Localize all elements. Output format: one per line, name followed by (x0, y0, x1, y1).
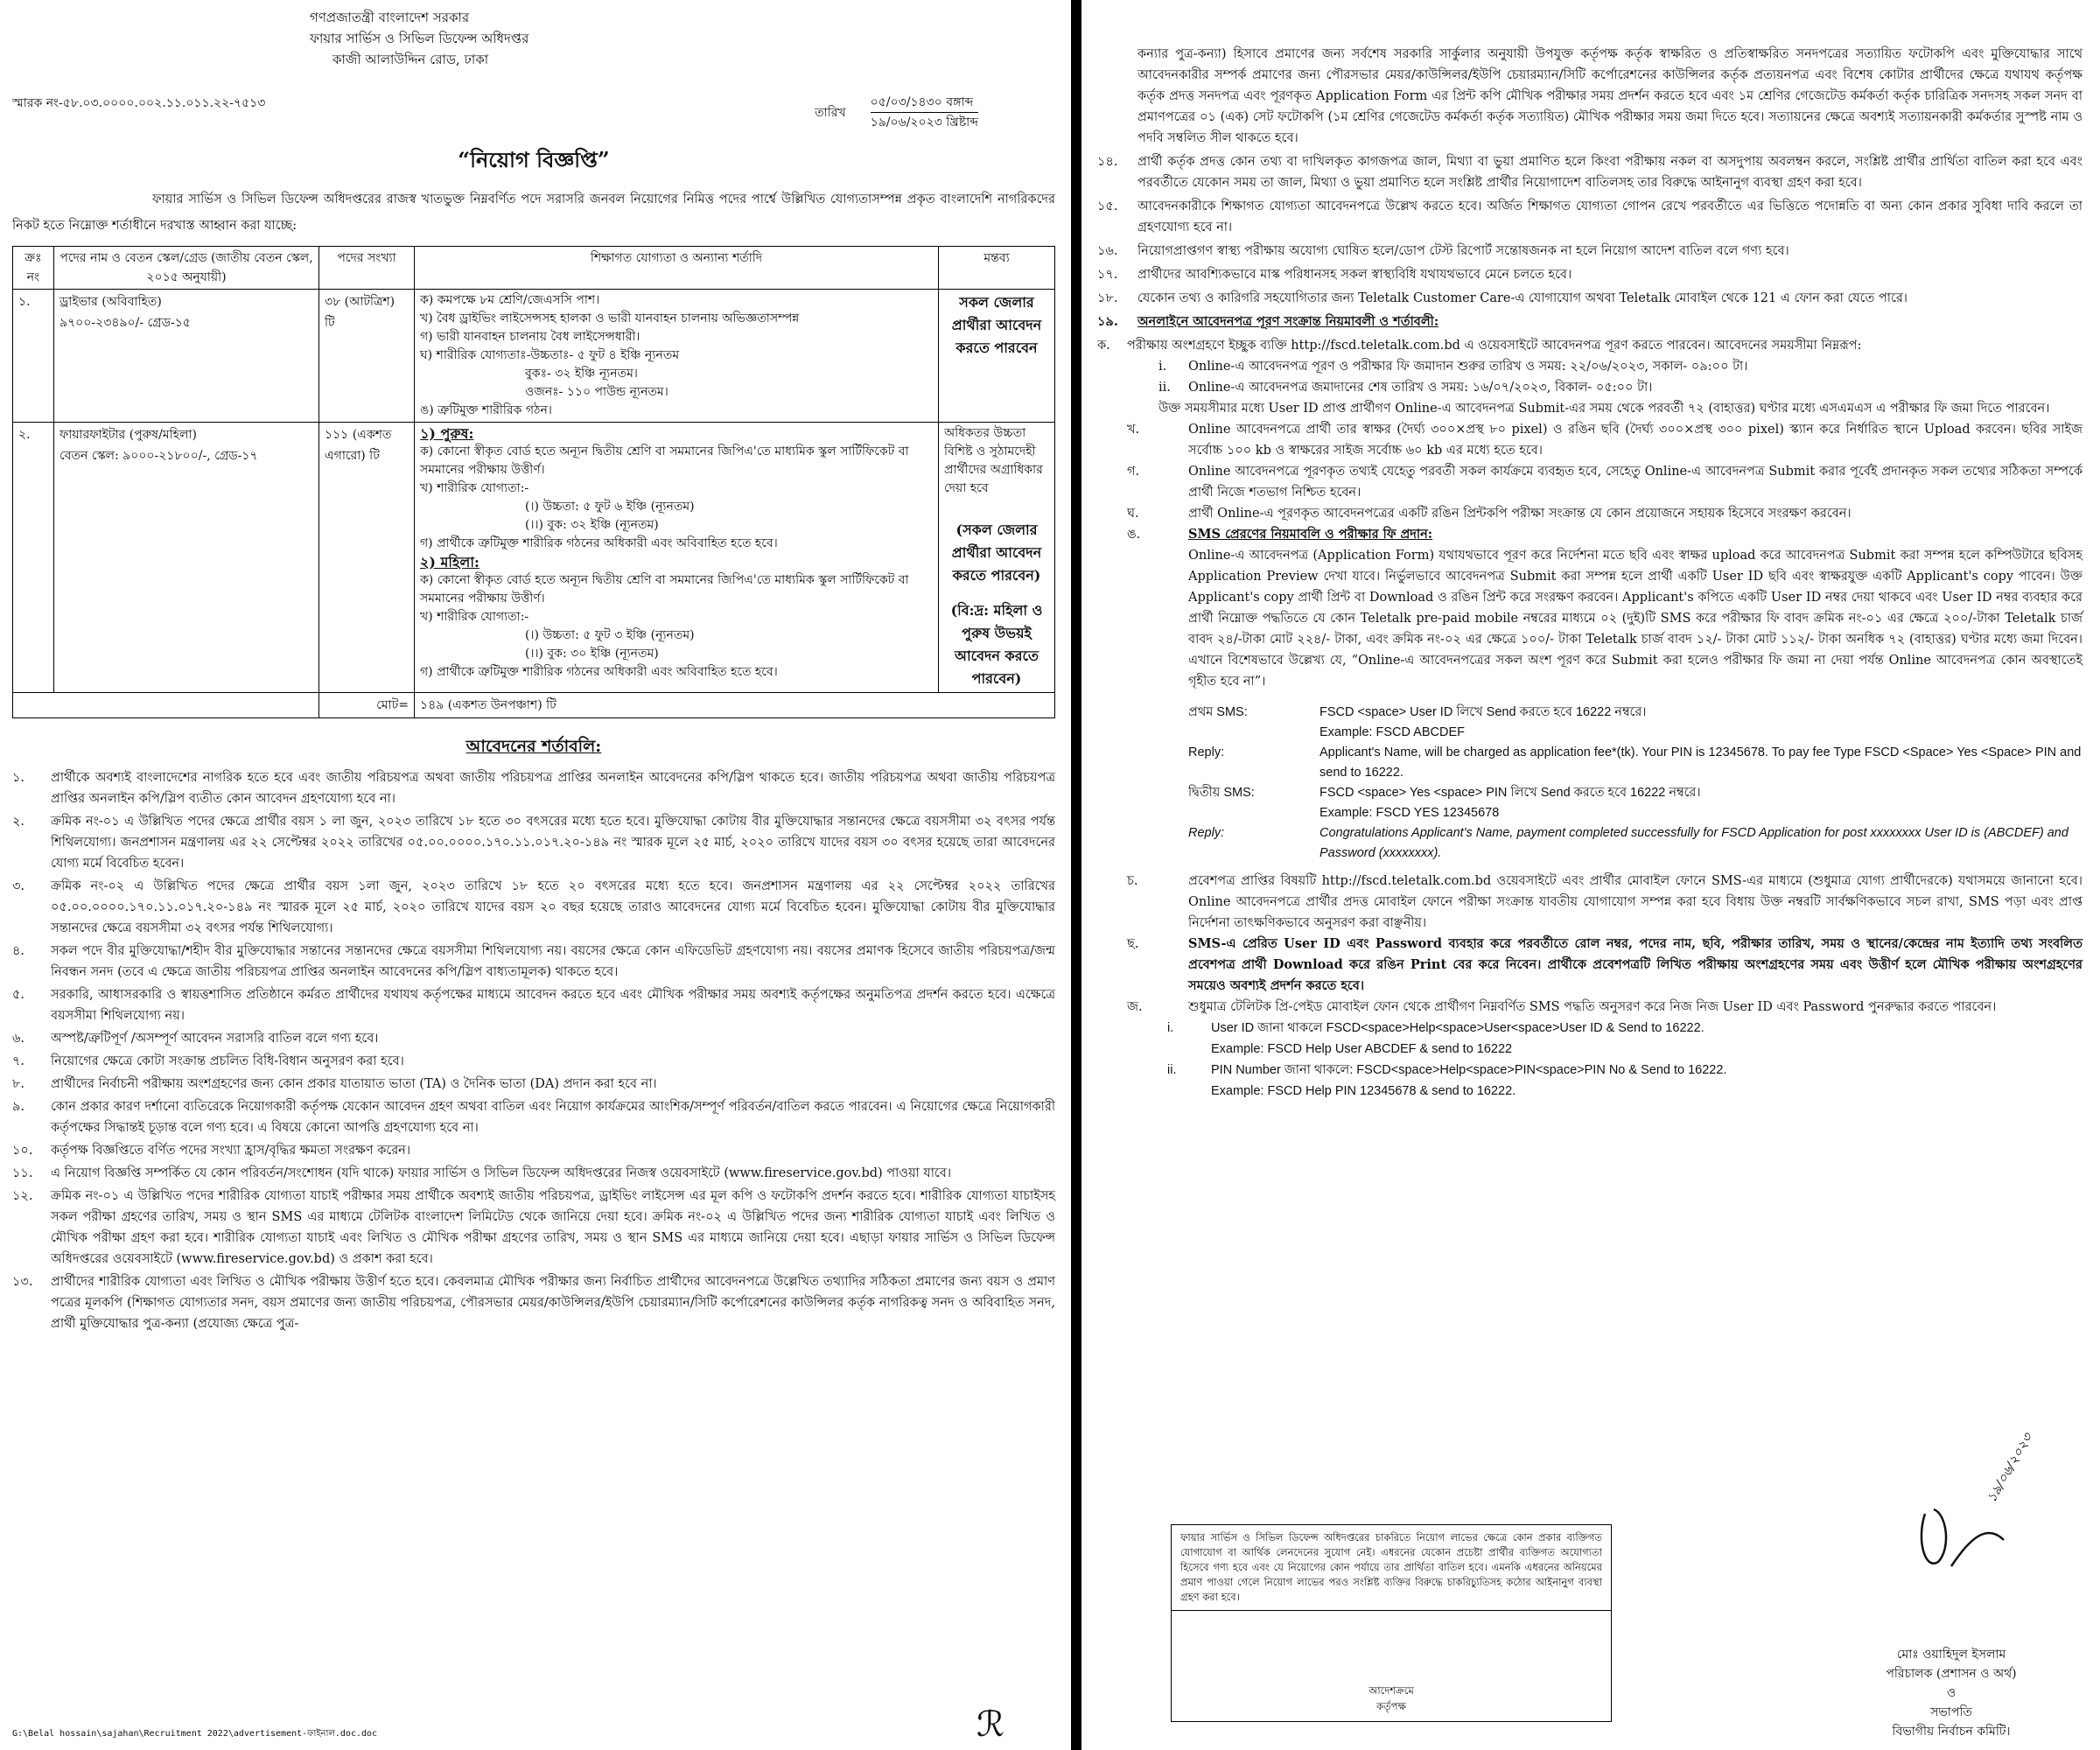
row2-f2: খ) শারীরিক যোগ্যতা:- (420, 610, 529, 624)
condition-text: ক্রমিক নং-০১ এ উল্লিখিত পদের শারীরিক যোগ্যতা যাচাই পরীক্ষার সময় প্রার্থীকে অবশ্যই জাতীয় পরিচয়পত্র, ড্রাইভিং লাইসেন্স এর মূল কপি ও ফটোকপি প্রদর্শন করতে হবে। শারীরিক যোগ্যতা যাচাইসহ সকল পরীক্ষা গ্রহণের তারিখ, সময় ও স্থান SMS এর মাধ্যমে টেলিটক বাংলাদেশ লিমিটেড থেকে জানিয়ে দেয়া হবে। ক্রমিক নং-০২ এ উল্লিখিত পদের জন্য শারীরিক যোগ্যতা যাচাই এবং লিখিত ও মৌখিক পরীক্ষা গ্রহণ করা হবে। শারীরিক যোগ্যতা যাচাই এবং লিখিত ও মৌখিক পরীক্ষা গ্রহণের তারিখ, সময় ও স্থান SMS এর মাধ্যমে জানিয়ে দেয়া হবে। এছাড়া ফায়ার সার্ভিস ও সিভিল ডিফেন্স অধিদপ্তরের ওয়েবসাইটে (www.fireservice.gov.bd) ও প্রকাশ করা হবে। (51, 1189, 1055, 1266)
condition-text: সরকারি, আধাসরকারি ও স্বায়ত্তশাসিত প্রতিষ্ঠানে কর্মরত প্রার্থীদের যথাযথ কর্তৃপক্ষের মাধ্যমে আবেদন করতে হবে এবং মৌখিক পরীক্ষার সময় অবশ্যই কর্তৃপক্ষের অনুমতিপত্র প্রদর্শন করতে হবে। এক্ষেত্রে বয়সসীমা শিথিলযোগ্য নয়। (51, 988, 1055, 1023)
condition-number: ১৭. (1097, 268, 1118, 282)
order-label: আদেশক্রমে (1368, 1684, 1414, 1697)
condition-number: ২. (12, 815, 25, 829)
item-gha: প্রার্থী Online-এ পূরণকৃত আবেদনপত্রের একটি রঙিন প্রিন্টকপি পরীক্ষা সংক্রান্ত যে কোন প্রয়োজনে সহায়ক হিসেবে সংরক্ষণ করবেন। (1188, 507, 1852, 521)
row1-q5: বুকঃ- ৩২ ইঞ্চি ন্যূনতম। (525, 367, 638, 381)
sms1-value: FSCD <space> User ID লিখে Send করতে হবে 16222 নম্বরে। (1320, 705, 1647, 719)
signatory-block (1820, 1645, 2082, 1741)
row1-post: ড্রাইভার (অবিবাহিত) (60, 295, 162, 309)
item-ka-ii: Online-এ আবেদনপত্র জমাদানের শেষ তারিখ ও সময়: ১৬/০৭/২০২৩, বিকাল- ০৫:০০ টা। (1188, 381, 1653, 395)
item-ja-ii-example: Example: FSCD Help PIN 12345678 & send to 16222. (1211, 1084, 1516, 1098)
condition-text: এ নিয়োগ বিজ্ঞপ্তি সম্পর্কিত যে কোন পরিবর্তন/সংশোধন (যদি থাকে) ফায়ার সার্ভিস ও সিভিল ডিফেন্স অধিদপ্তরের নিজস্ব ওয়েবসাইটে (www.fireservice.gov.bd) পাওয়া যাবে। (51, 1166, 952, 1180)
condition-text: আবেদনকারীকে শিক্ষাগত যোগ্যতা আবেদনপত্রে উল্লেখ করতে হবে। অর্জিত শিক্ষাগত যোগ্যতা গোপন রেখে পরবর্তীতে এর ভিত্তিতে পদোন্নতি বা অন্য কোন প্রকার সুবিধা দাবি করলে তা গ্রহণযোগ্য হবে না। (1138, 200, 2082, 234)
item-ga-number: গ. (1127, 465, 1140, 479)
item-ka-i-number: i. (1158, 360, 1167, 374)
col-qual: শিক্ষাগত যোগ্যতা ও অন্যান্য শর্তাদি (415, 247, 939, 290)
item-ka-number: ক. (1097, 339, 1110, 353)
condition-text: প্রার্থীদের নির্বাচনী পরীক্ষায় অংশগ্রহণের জন্য কোন প্রকার যাতায়াত ভাতা (TA) ও দৈনিক ভাতা (DA) প্রদান করা হবে না। (51, 1077, 657, 1091)
condition-item (12, 1163, 1055, 1184)
item-ga: Online আবেদনপত্রে পূরণকৃত তথ্যই যেহেতু পরবর্তী সকল কার্যক্রমে ব্যবহৃত হবে, সেহেতু Online-এ আবেদনপত্র Submit করার পূর্বেই প্রদানকৃত সকল তথ্যের সঠিকতা সম্পর্কে প্রার্থী নিজে শতভাগ নিশ্চিত হবেন। (1188, 465, 2082, 500)
row2-f1: ক) কোনো স্বীকৃত বোর্ড হতে অন্যূন দ্বিতীয় শ্রেণি বা সমমানের জিপিএ'তে মাধ্যমিক স্কুল সার্টিফিকেট বা সমমানের পরীক্ষায় উত্তীর্ণ। (420, 573, 909, 606)
item-ka-note: উক্ত সময়সীমার মধ্যে User ID প্রাপ্ত প্রার্থীগণ Online-এ আবেদনপত্র Submit-এর সময় থেকে পরবর্তী ৭২ (বাহাত্তর) ঘণ্টার মধ্যে এসএমএস এ পরীক্ষার ফি জমা দিতে পারবেন। (1158, 402, 2050, 416)
reply2-key: Reply: (1188, 826, 1225, 840)
total-label: মোট= (319, 693, 415, 718)
condition-item (12, 1140, 1055, 1161)
sms2-example: Example: FSCD YES 12345678 (1320, 806, 1500, 820)
gov-name: গণপ্রজাতন্ত্রী বাংলাদেশ সরকার (310, 10, 470, 25)
row1-remark: সকল জেলার প্রার্থীরা আবেদন করতে পারবেন (951, 294, 1042, 356)
condition-item (1097, 196, 2082, 238)
condition-number: ১৮. (1097, 291, 1118, 305)
row2-sl: ২. (13, 423, 54, 693)
row2-m4: (।।) বুক: ৩২ ইঞ্চি (ন্যূনতম) (525, 518, 659, 532)
condition-text: প্রার্থী কর্তৃক প্রদত্ত কোন তথ্য বা দাখিলকৃত কাগজপত্র জাল, মিথ্যা বা ভুয়া প্রমাণিত হলে কিংবা পরীক্ষায় নকল বা অসদুপায় অবলম্বন করলে, সংশ্লিষ্ট প্রার্থীর প্রার্থিতা বাতিল করা হবে এবং পরবর্তীতে যেকোন সময় তা জাল, মিথ্যা ও ভুয়া প্রমাণিত হলে সংশ্লিষ্ট প্রার্থীর নিয়োগাদেশ বাতিলসহ তার বিরুদ্ধে আইনানুগ ব্যবস্থা গ্রহণ করা হবে। (1138, 155, 2082, 190)
item-ka-ii-number: ii. (1158, 381, 1171, 395)
condition-text: প্রার্থীকে অবশ্যই বাংলাদেশের নাগরিক হতে হবে এবং জাতীয় পরিচয়পত্র অথবা জাতীয় পরিচয়পত্র প্রাপ্তির অনলাইন আবেদনের কপি/স্লিপ থাকতে হবে। জাতীয় পরিচয়পত্র অথবা জাতীয় পরিচয়পত্র প্রাপ্তির অনলাইন কপি/স্লিপ ব্যতীত কোন আবেদন গ্রহণযোগ্য হবে না। (51, 771, 1055, 806)
condition-item (12, 1271, 1055, 1334)
item-chha-number: ছ. (1127, 937, 1139, 951)
condition-item (12, 941, 1055, 983)
condition-item (12, 984, 1055, 1026)
reply1-value: Applicant's Name, will be charged as application fee*(tk). Your PIN is 12345678. To pay fee Type FSCD <Space> Yes <Space> PIN and send to 16222. (1320, 746, 2082, 780)
condition-text: ক্রমিক নং-০২ এ উল্লিখিত পদের ক্ষেত্রে প্রার্থীর বয়স ১লা জুন, ২০২৩ তারিখে ১৮ হতে ২০ বৎসরের মধ্যে হতে হবে। জনপ্রশাসন মন্ত্রণালয় এর ২২ সেপ্টেম্বর ২০২২ তারিখের ০৫.০০.০০০০.১৭০.১১.০১৭.২০-১৪৯ নং স্মারক মূলে ২৫ মার্চ, ২০২০ তারিখে যাদের বয়স ২০ বছর হয়েছে তারাও আবেদনের যোগ্য মর্মে বিবেচিত হবেন। মুক্তিযোদ্ধা কোটায় বীর মুক্তিযোদ্ধার সন্তানদের ক্ষেত্রে বয়সসীমা ৩২ বৎসর পর্যন্ত শিথিলযোগ্য। (51, 879, 1055, 935)
row2-f4: (।।) বুক: ৩০ ইঞ্চি (ন্যূনতম) (525, 647, 659, 661)
posts-table (12, 246, 1055, 718)
sms2-value: FSCD <space> Yes <space> PIN লিখে Send করতে হবে 16222 নম্বরে। (1320, 786, 1701, 800)
row2-m1: ক) কোনো স্বীকৃত বোর্ড হতে অন্যূন দ্বিতীয় শ্রেণি বা সমমানের জিপিএ'তে মাধ্যমিক স্কুল সার্টিফিকেট বা সমমানের পরীক্ষায় উত্তীর্ণ। (420, 444, 909, 477)
initial-mark: ℛ (976, 1704, 1004, 1745)
item-ja-ii-number: ii. (1167, 1063, 1177, 1077)
row1-count: ৩৮ (আটত্রিশ) টি (319, 290, 415, 423)
condition-item (1097, 288, 2082, 309)
row2-remark3: (বি:দ্র: মহিলা ও পুরুষ উভয়ই আবেদন করতে পারবেন) (950, 602, 1043, 687)
row1-q6: ওজনঃ- ১১০ পাউন্ড ন্যূনতম। (525, 385, 668, 399)
condition-item (12, 876, 1055, 939)
row2-f5: গ) প্রার্থীকে ত্রুটিমুক্ত শারীরিক গঠনের অধিকারী এবং অবিবাহিত হতে হবে। (420, 665, 778, 679)
condition-item (12, 1051, 1055, 1072)
item-uo-title: SMS প্রেরণের নিয়মাবলি ও পরীক্ষার ফি প্রদান: (1188, 527, 1433, 542)
table-row (13, 290, 1055, 423)
right-conditions-list (1097, 151, 2082, 309)
item-ja-i-number: i. (1167, 1021, 1174, 1035)
condition-number: ৫. (12, 988, 25, 1002)
sms-block (1097, 703, 2082, 864)
integrity-notice-text: ফায়ার সার্ভিস ও সিভিল ডিফেন্স অধিদপ্তরের চাকরিতে নিয়োগ লাভের ক্ষেত্রে কোন প্রকার ব্যক্তিগত যোগাযোগ বা আর্থিক লেনদেনের সুযোগ নেই। এধরনের যেকোন প্রচেষ্টা প্রার্থীর ব্যক্তিগত অযোগ্যতা হিসেবে গণ্য হবে এবং যে নিয়োগের কোন পর্যায়ে তার প্রার্থিতা বাতিল হবে। এমনকি এধরনের অনিয়মের প্রমাণ পাওয়া গেলে নিয়োগ লাভের পরও সংশ্লিষ্ট ব্যক্তির বিরুদ্ধে চাকরিচ্যুতিসহ কঠোর আইনানুগ ব্যবস্থা গ্রহণ করা হবে। (1172, 1525, 1611, 1611)
sms2-key: দ্বিতীয় SMS: (1188, 786, 1255, 800)
signer-title: পরিচালক (প্রশাসন ও অর্থ) (1886, 1667, 2017, 1681)
condition-number: ১০. (12, 1144, 33, 1158)
item-ja-i: User ID জানা থাকলে FSCD<space>Help<space>User<space>User ID & Send to 16222. (1211, 1021, 1704, 1035)
condition-number: ৬. (12, 1032, 25, 1046)
item-kha: Online আবেদনপত্রে প্রার্থী তার স্বাক্ষর (দৈর্ঘ্য ৩০০×প্রস্থ ৮০ pixel) ও রঙিন ছবি (দৈর্ঘ্য ৩০০×প্রস্থ ৩০০ pixel) স্ক্যান করে নির্ধারিত স্থানে Upload করবেন। ছবির সাইজ সর্বোচ্চ ১০০ kb ও স্বাক্ষরের সাইজ সর্বোচ্চ ৬০ kb এর মধ্যে হতে হবে। (1188, 423, 2082, 458)
sms1-example: Example: FSCD ABCDEF (1320, 725, 1465, 739)
item-kha-number: খ. (1127, 423, 1140, 437)
reply2-value: Congratulations Applicant's Name, payment completed successfully for FSCD Application for post xxxxxxxx User ID is (ABCDEF) and Password (xxxxxxxx). (1320, 826, 2068, 860)
condition-number: ১৪. (1097, 155, 1118, 169)
conditions-list (12, 767, 1055, 1334)
signer-committee: বিভাগীয় নির্বাচন কমিটি। (1892, 1725, 2011, 1739)
item-ka: পরীক্ষায় অংশগ্রহণে ইচ্ছুক ব্যক্তি http://fscd.teletalk.com.bd এ ওয়েবসাইটে আবেদনপত্র পূরণ করতে পারবেন। আবেদনের সময়সীমা নিম্নরূপ: (1127, 339, 1862, 353)
table-row (13, 423, 1055, 693)
authority-label: কর্তৃপক্ষ (1376, 1700, 1406, 1712)
col-count: পদের সংখ্যা (319, 247, 415, 290)
condition-number: ৯. (12, 1100, 25, 1114)
condition-item (12, 1028, 1055, 1049)
condition-number: ৩. (12, 879, 25, 893)
conditions-title: আবেদনের শর্তাবলি: (466, 737, 602, 756)
condition-item (1097, 264, 2082, 285)
dept-name: ফায়ার সার্ভিস ও সিভিল ডিফেন্স অধিদপ্তর (310, 31, 529, 46)
condition-item (12, 1096, 1055, 1138)
condition-number: ১৩. (12, 1275, 33, 1289)
col-remark: মন্তব্য (939, 247, 1055, 290)
condition-number: ১৬. (1097, 244, 1118, 258)
memo-line (12, 93, 1055, 132)
integrity-notice-box (1171, 1524, 1612, 1722)
condition-number: ৭. (12, 1054, 25, 1068)
row2-remark1: অধিকতর উচ্চতা বিশিষ্ট ও সুঠামদেহী প্রার্থীদের অগ্রাধিকার দেয়া হবে (944, 426, 1043, 495)
sms1-key: প্রথম SMS: (1188, 705, 1248, 719)
row2-m2: খ) শারীরিক যোগ্যতা:- (420, 481, 529, 495)
condition-item (1097, 241, 2082, 262)
notice-title: “নিয়োগ বিজ্ঞপ্তি” (458, 147, 610, 172)
condition-number: ১৫. (1097, 200, 1118, 214)
item-ja-number: জ. (1127, 1000, 1143, 1014)
condition-item (12, 1074, 1055, 1095)
male-title: ১) পুরুষ: (420, 425, 474, 442)
item-ja-ii: PIN Number জানা থাকলে: FSCD<space>Help<space>PIN<space>PIN No & Send to 16222. (1211, 1063, 1727, 1077)
item-ja-i-example: Example: FSCD Help User ABCDEF & send to 16222 (1211, 1042, 1513, 1056)
signature-scribble (1899, 1488, 2074, 1592)
condition-number: ৪. (12, 944, 25, 958)
cond-13-continued: কন্যার পুত্র-কন্যা) হিসাবে প্রমাণের জন্য সর্বশেষ সরকারি সার্কুলার অনুযায়ী উপযুক্ত কর্তৃপক্ষ কর্তৃক স্বাক্ষরিত ও প্রতিস্বাক্ষরিত সনদপত্রের সত্যায়িত ফটোকপি এবং মুক্তিযোদ্ধার সাথে আবেদনকারীর সম্পর্ক প্রমাণের জন্য পৌরসভার মেয়র/কাউন্সিলর/ইউপি চেয়ারম্যান/সিটি কর্পোরেশনের কাউন্সিলর কর্তৃক প্রত্যয়নপত্র এবং বিশেষ কোটার প্রার্থীদের ক্ষেত্রে যথাযথ কর্তৃপক্ষ কর্তৃক প্রদত্ত সনদপত্র এবং পূরণকৃত Application Form এর প্রিন্ট কপি মৌখিক পরীক্ষার সময় প্রদর্শন করতে হবে এবং ১ম শ্রেণির গেজেটেড কর্মকর্তা কর্তৃক চারিত্রিক সনদসহ সকল সনদ বা প্রমাণপত্রের ০১ (এক) সেট ফটোকপি (১ম শ্রেণির গেজেটেড কর্মকর্তা কর্তৃক সত্যায়িত) মৌখিক পরীক্ষার সময় জমা দিতে হবে। সত্যায়নের ক্ষেত্রে অবশ্যই সত্যায়নকারী কর্মকর্তার সুস্পষ্ট নাম ও পদবি সম্বলিত সীল থাকতে হবে। (1138, 47, 2082, 145)
signature (1899, 1430, 2074, 1592)
total-row (13, 693, 1055, 718)
item-uo-number: ঙ. (1127, 528, 1141, 542)
female-title: ২) মহিলা: (420, 554, 480, 570)
condition-text: সকল পদে বীর মুক্তিযোদ্ধা/শহীদ বীর মুক্তিযোদ্ধার সন্তানের সন্তানদের ক্ষেত্রে বয়সসীমা শিথিলযোগ্য নয়। বয়সের ক্ষেত্রে কোন এফিডেভিট গ্রহণযোগ্য নয়। বয়সের প্রমাণক হিসেবে জাতীয় পরিচয়পত্র/জন্ম নিবন্ধন সনদ (তবে এ ক্ষেত্রে জাতীয় পরিচয়পত্র প্রাপ্তির অনলাইন আবেদনের কপি/স্লিপ বাধ্যতামূলক) থাকতে হবে। (51, 944, 1055, 979)
item-ka-i: Online-এ আবেদনপত্র পূরণ ও পরীক্ষার ফি জমাদান শুরুর তারিখ ও সময়: ২২/০৬/২০২৩, সকাল- ০৯:০০ টা। (1188, 360, 1748, 374)
condition-text: প্রার্থীদের আবশ্যিকভাবে মাস্ক পরিধানসহ সকল স্বাস্থ্যবিধি যথাযথভাবে মেনে চলতে হবে। (1138, 268, 1572, 282)
condition-text: যেকোন তথ্য ও কারিগরি সহযোগিতার জন্য Teletalk Customer Care-এ যোগাযোগ অথবা Teletalk মোবাইল থেকে 121 এ ফোন করা যেতে পারে। (1138, 291, 1908, 305)
signer-role: সভাপতি (1930, 1705, 1972, 1719)
notice-intro: ফায়ার সার্ভিস ও সিভিল ডিফেন্স অধিদপ্তরের রাজস্ব খাতভুক্ত নিম্নবর্ণিত পদে সরাসরি জনবল নিয়োগের নিমিত্ত পদের পার্শ্বে উল্লিখিত যোগ্যতাসম্পন্ন প্রকৃত বাংলাদেশি নাগরিকদের নিকট হতে নিম্নোক্ত শর্তাধীনে দরখাস্ত আহ্বান করা যাচ্ছে: (12, 192, 1055, 233)
row1-q4: ঘ) শারীরিক যোগ্যতাঃ-উচ্চতাঃ- ৫ ফুট ৪ ইঞ্চি ন্যূনতম (420, 348, 680, 362)
condition-text: অস্পষ্ট/ত্রুটিপূর্ণ /অসম্পূর্ণ আবেদন সরাসরি বাতিল বলে গণ্য হবে। (51, 1032, 379, 1046)
condition-item (12, 767, 1055, 809)
row2-f3: (।) উচ্চতা: ৫ ফুট ৩ ইঞ্চি (ন্যূনতম) (525, 628, 695, 642)
condition-text: নিয়োগপ্রাপ্তগণ স্বাস্থ্য পরীক্ষায় অযোগ্য ঘোষিত হলে/ডোপ টেস্ট রিপোর্ট সন্তোষজনক না হলে নিয়োগ আদেশ বাতিল বলে গণ্য হবে। (1138, 244, 1789, 258)
row1-q1: ক) কমপক্ষে ৮ম শ্রেণি/জেএসসি পাশ। (420, 293, 600, 307)
condition-item (1097, 151, 2082, 193)
row2-count: ১১১ (একশত এগারো) টি (319, 423, 415, 693)
condition-text: প্রার্থীদের শারীরিক যোগ্যতা এবং লিখিত ও মৌখিক পরীক্ষায় উত্তীর্ণ হতে হবে। কেবলমাত্র মৌখিক পরীক্ষার জন্য নির্বাচিত প্রার্থীদের আবেদনপত্রে উল্লেখিত তথ্যাদির সঠিকতা প্রমাণের জন্য বয়স ও প্রমাণ পত্রের মূলকপি (শিক্ষাগত যোগ্যতার সনদ, বয়স প্রমাণের জন্য জাতীয় পরিচয়পত্র, পৌরসভার মেয়র/কাউন্সিলর/ইউপি চেয়ারম্যান/সিটি কর্পোরেশনের কাউন্সিলর কর্তৃক নাগরিকত্ব সনদ ও অবিবাহিত সনদ, প্রার্থী মুক্তিযোদ্ধার পুত্র-কন্যা (প্রযোজ্য ক্ষেত্রে পুত্র- (51, 1275, 1055, 1331)
date-block (815, 93, 1055, 132)
condition-number: ১১. (12, 1166, 33, 1180)
condition-text: কোন প্রকার কারণ দর্শানো ব্যতিরেকে নিয়োগকারী কর্তৃপক্ষ যেকোন আবেদন গ্রহণ অথবা বাতিল এবং নিয়োগ কার্যক্রমের আংশিক/সম্পূর্ণ পরিবর্তন/বাতিল করতে পারবেন। এ নিয়োগের ক্ষেত্রে নিয়োগকারী কর্তৃপক্ষের সিদ্ধান্তই চূড়ান্ত বলে গণ্য হবে। এ বিষয়ে কোনো আপত্তি গ্রহণযোগ্য হবে না। (51, 1100, 1055, 1135)
item-uo: Online-এ আবেদনপত্র (Application Form) যথাযথভাবে পূরণ করে নির্দেশনা মতে ছবি এবং স্বাক্ষর upload করে আবেদনপত্র Submit করা সম্পন্ন হলে কম্পিউটারে ছবিসহ Application Preview দেখা যাবে। নির্ভুলভাবে আবেদনপত্র Submit করা সম্পন্ন হলে প্রার্থী একটি User ID ছবি এবং স্বাক্ষরযুক্ত একটি Applicant's copy পাবেন। উক্ত Applicant's copy প্রার্থী প্রিন্ট বা Download ও রঙিন প্রিন্ট করে সংরক্ষণ করবেন। Applicant's কপিতে একটি User ID নম্বর দেয়া থাকবে এবং User ID নম্বর ব্যবহার করে প্রার্থী নিম্নোক্ত পদ্ধতিতে যে কোন Teletalk pre-paid mobile নম্বরের মাধ্যমে ০২ (দুই)টি SMS করে পরীক্ষার ফি বাবদ ক্রমিক নং-০১ এর ক্ষেত্রে ২০০/-টাকা Teletalk চার্জ বাবদ ২৪/-টাকা মোট ২২৪/- টাকা, এবং ক্রমিক নং-০২ এর ক্ষেত্রে ১০০/- টাকা Teletalk চার্জ বাবদ ১২/- টাকা মোট ১১২/- টাকা অনধিক ৭২ (বাহাত্তর) ঘণ্টার মধ্যে জমা দিবেন। এখানে বিশেষভাবে উল্লেখ্য যে, “Online-এ আবেদনপত্রের সকল অংশ পূরণ করে Submit করা হলেও পরীক্ষার ফি জমা না দেয়া পর্যন্ত Online আবেদনপত্র কোন অবস্থাতেই গৃহীত হবে না”। (1188, 549, 2082, 689)
col-sl: ক্রঃ নং (13, 247, 54, 290)
row1-q3: গ) ভারী যানবাহন চালনায় বৈধ লাইসেন্সধারী। (420, 330, 640, 344)
date-label: তারিখ (815, 105, 846, 120)
total-value: ১৪৯ (একশত উনপঞ্চাশ) টি (415, 693, 1055, 718)
page-divider (1071, 0, 1082, 1750)
col-post: পদের নাম ও বেতন স্কেল/গ্রেড (জাতীয় বেতন স্কেল, ২০১৫ অনুযায়ী) (54, 247, 319, 290)
condition-number: ১২. (12, 1189, 33, 1203)
signer-name: মোঃ ওয়াহিদুল ইসলাম (1896, 1648, 2006, 1662)
condition-text: কর্তৃপক্ষ বিজ্ঞপ্তিতে বর্ণিত পদের সংখ্যা হ্রাস/বৃদ্ধির ক্ষমতা সংরক্ষণ করেন। (51, 1144, 411, 1158)
condition-number: ১. (12, 771, 25, 785)
table-header (13, 247, 1055, 290)
letterhead (310, 7, 1055, 70)
condition-item (12, 811, 1055, 874)
item-cha-number: চ. (1127, 874, 1138, 888)
condition-text: নিয়োগের ক্ষেত্রে কোটা সংক্রান্ত প্রচলিত বিধি-বিধান অনুসরণ করা হবে। (51, 1054, 404, 1068)
item-chha: SMS-এ প্রেরিত User ID এবং Password ব্যবহার করে পরবর্তীতে রোল নম্বর, পদের নাম, ছবি, পরীক্ষার তারিখ, সময় ও স্থানের/কেন্দ্রের নাম ইত্যাদি তথ্য সংবলিত প্রবেশপত্র প্রার্থী Download করে রঙিন Print বের করে নিবেন। প্রার্থীকে প্রবেশপত্রটি লিখিত পরীক্ষায় অংশগ্রহণের সময় এবং উত্তীর্ণ হলে মৌখিক পরীক্ষায় অংশগ্রহণের সময়েও অবশ্যই প্রদর্শন করতে হবে। (1188, 936, 2082, 993)
condition-number: ৮. (12, 1077, 25, 1091)
dept-address: কাজী আলাউদ্দিন রোড, ঢাকা (332, 52, 489, 67)
row2-scale: বেতন স্কেল: ৯০০০-২১৮০০/-, গ্রেড-১৭ (60, 449, 258, 463)
signature-date: ১৯/০৬/২০২৩ (1983, 1430, 2036, 1505)
memo-number: স্মারক নং-৫৮.০৩.০০০০.০০২.১১.০১১.২২-৭৫১৩ (12, 96, 266, 110)
signer-and: ও (1946, 1686, 1956, 1700)
row2-remark2: (সকল জেলার প্রার্থীরা আবেদন করতে পারবেন) (951, 522, 1042, 584)
row1-scale: ৯৭০০-২৩৪৯০/- গ্রেড-১৫ (60, 316, 191, 330)
date-bangla: ০৫/০৩/১৪৩০ বঙ্গাব্দ (871, 93, 978, 113)
condition-item (12, 1186, 1055, 1270)
reply1-key: Reply: (1188, 746, 1225, 760)
row2-m5: গ) প্রার্থীকে ত্রুটিমুক্ত শারীরিক গঠনের অধিকারী এবং অবিবাহিত হতে হবে। (420, 536, 778, 550)
date-english: ১৯/০৬/২০২৩ খ্রিষ্টাব্দ (870, 116, 978, 130)
item-cha: প্রবেশপত্র প্রাপ্তির বিষয়টি http://fscd.teletalk.com.bd ওয়েবসাইটে এবং প্রার্থীর মোবাইল ফোনে SMS-এর মাধ্যমে (শুধুমাত্র যোগ্য প্রার্থীদেরকে) যথাসময়ে জানানো হবে। Online আবেদনপত্রে প্রার্থীর প্রদত্ত মোবাইল ফোনে পরীক্ষা সংক্রান্ত যাবতীয় যোগাযোগ সম্পন্ন করা হবে বিধায় উক্ত নম্বরটি সার্বক্ষণিকভাবে সচল রাখা, SMS পড়া এবং প্রাপ্ত নির্দেশনা তাৎক্ষণিকভাবে অনুসরণ করা বাঞ্ছনীয়। (1188, 874, 2082, 930)
row1-q2: খ) বৈধ ড্রাইভিং লাইসেন্সসহ হালকা ও ভারী যানবাহন চালনায় অভিজ্ঞতাসম্পন্ন (420, 312, 800, 326)
row2-post: ফায়ারফাইটার (পুরুষ/মহিলা) (60, 428, 197, 442)
row1-sl: ১. (13, 290, 54, 423)
footer-path: G:\Belal hossain\sajahan\Recruitment 2022\advertisement-ফাইনাল.doc.doc (12, 1729, 378, 1739)
item-19-number: ১৯. (1097, 314, 1118, 329)
item-ja: শুধুমাত্র টেলিটক প্রি-পেইড মোবাইল ফোন থেকে প্রার্থীগণ নিম্নবর্ণিত SMS পদ্ধতি অনুসরণ করে নিজ নিজ User ID এবং Password পুনরুদ্ধার করতে পারবেন। (1188, 1000, 1997, 1014)
condition-text: ক্রমিক নং-০১ এ উল্লিখিত পদের ক্ষেত্রে প্রার্থীর বয়স ১ লা জুন, ২০২৩ তারিখে ১৮ হতে ৩০ বৎসরের মধ্যে হতে হবে। মুক্তিযোদ্ধা কোটায় বীর মুক্তিযোদ্ধার সন্তানদের ক্ষেত্রে বয়সসীমা ৩২ বৎসর পর্যন্ত শিথিলযোগ্য। জনপ্রশাসন মন্ত্রণালয় এর ২২ সেপ্টেম্বর ২০২২ তারিখের ০৫.০০.০০০০.১৭০.১১.০১৭.২০-১৪৯ নং স্মারক মূলে ২৫ মার্চ, ২০২০ তারিখে যাদের বয়স ৩০ বৎসর হয়েছে তারা আবেদনের যোগ্য মর্মে বিবেচিত হবেন। (51, 815, 1055, 871)
row2-m3: (।) উচ্চতা: ৫ ফুট ৬ ইঞ্চি (ন্যূনতম) (525, 500, 695, 514)
row1-q7: ঙ) ত্রুটিমুক্ত শারীরিক গঠন। (420, 403, 552, 417)
online-title: অনলাইনে আবেদনপত্র পূরণ সংক্রান্ত নিয়মাবলী ও শর্তাবলী: (1138, 314, 1439, 329)
item-gha-number: ঘ. (1127, 507, 1139, 521)
